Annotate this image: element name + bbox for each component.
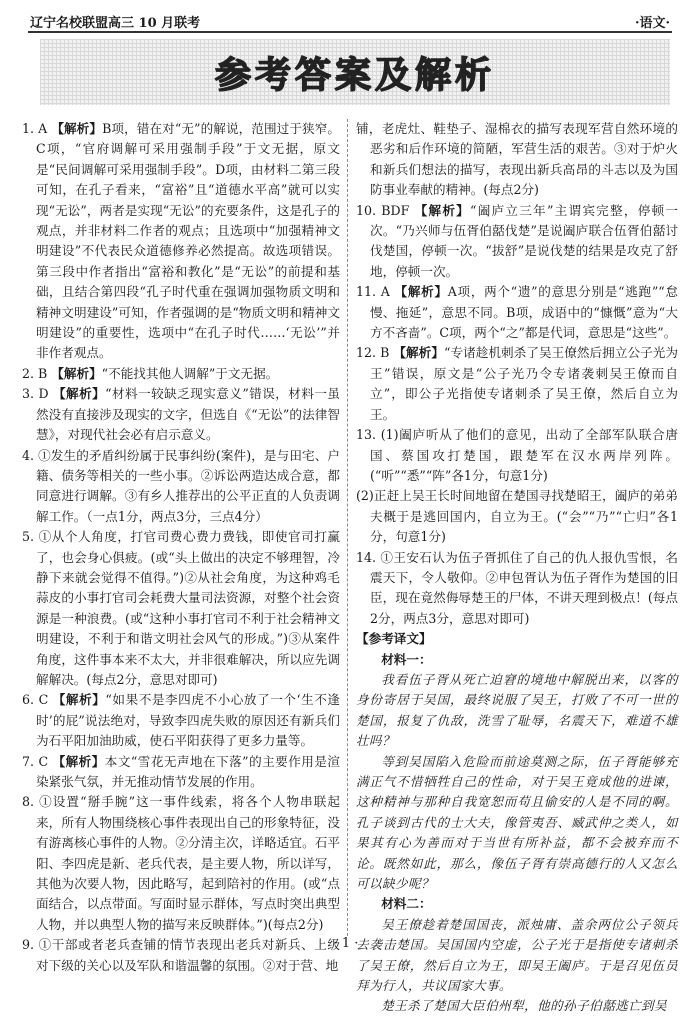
answer-number: 7. C: [22, 753, 53, 769]
answer-text: “不能找其他人调解”于文无据。: [101, 365, 279, 381]
analysis-tag: 【解析】: [394, 284, 448, 300]
answer-text: A项，两个“遗”的意思分别是“逃跑”“怠慢、拖延”，意思不同。B项，成语中的“慷慨”意为“大方不吝啬”。C项，两个“之”都是代词，意思是“这些”。: [370, 284, 678, 341]
answer-item: [22, 792, 340, 935]
translation-paragraph: 吴王僚趁着楚国国丧，派烛庸、盖余两位公子领兵去袭击楚国。吴国国内空虚，公子光于是指使专诸刺杀了吴王僚，然后自立为王，即吴王阖庐。于是召见伍员拜为行人，共议国家大事。: [356, 916, 678, 994]
material-one-label: 材料一：: [381, 651, 432, 667]
answer-item: [22, 527, 340, 690]
answer-item: [22, 364, 340, 384]
exam-header: 辽宁名校联盟高三 10 月联考: [30, 16, 201, 31]
analysis-tag: 【解析】: [414, 202, 471, 218]
answer-item: [356, 425, 678, 486]
answer-number: 9.: [22, 937, 39, 953]
answer-text: “专诸趁机刺杀了吴王僚然后拥立公子光为王”错误，原文是“公子光乃令专诸袭刺吴王僚而自立”，即公子光指使专诸刺杀了吴王僚，然后自立为王。: [370, 345, 678, 422]
answer-number: 3. D: [22, 386, 53, 402]
translation-paragraph: 我看伍子胥从死亡迫窘的境地中解脱出来，以客的身份寄居于吴国，最终说服了吴王，打败了不可一世的楚国，报复了仇敌，洗雪了耻辱，名震天下，难道不雄壮吗？: [356, 671, 678, 749]
answer-number: 6. C: [22, 692, 53, 708]
subject-label: ·语文·: [634, 16, 670, 31]
material-two-label: 材料二：: [381, 896, 432, 912]
answer-text: (2)正赶上吴王长时间地留在楚国寻找楚昭王，阖庐的弟弟夫概于是逃回国内，自立为王。(“会”“乃”“亡归”各1分，句意1分): [356, 488, 678, 545]
answer-text: ①干部或者老兵查铺的情节表现出老兵对新兵、上级对下级的关心以及军队和谐温馨的氛围。②对于营、地: [36, 937, 340, 973]
analysis-tag: 【解析】: [52, 692, 106, 708]
answer-text: 本文“雪花无声地在下落”的主要作用是渲染紧张气氛，并无推动情节发展的作用。: [36, 753, 340, 789]
answer-number: 2. B: [22, 365, 52, 381]
analysis-tag: 【解析】: [51, 365, 102, 381]
answer-number: 14.: [356, 549, 381, 565]
page-number: · 1 ·: [333, 936, 359, 951]
answer-text: ①发生的矛盾纠纷属于民事纠纷(案件)，是与田宅、户籍、债务等相关的一些小事。②诉讼两造达成合意，都同意进行调解。③有乡人推荐出的公平正直的人负责调解工作。（一点1分，两点3分，三点4分）: [36, 447, 340, 524]
answer-item: [22, 690, 340, 751]
answer-number: 12. B: [356, 345, 394, 361]
translation-paragraph: 等到吴国陷入危险而前途莫测之际，伍子胥能够充满正气不惜牺牲自己的性命，对于吴王竟成他的进谏，这种精神与那种自我宽恕而苟且偷安的人是不同的啊。孔子谈到古代的士大夫，像管夷吾、臧武仲之类人，如果其有心为善而对于当世有所补益，都不会被弃而不论。既然如此，那么，像伍子胥有崇高德行的人又怎么可以缺少呢？: [356, 753, 678, 892]
answer-item: [356, 201, 678, 283]
analysis-tag: 【解析】: [393, 345, 444, 361]
answer-item: [356, 486, 678, 547]
answer-item: [356, 343, 678, 425]
answer-item: [356, 548, 678, 630]
translation-heading: 【参考译文】: [356, 631, 432, 647]
answer-text: ①从个人角度，打官司费心费力费钱，即使官司打赢了，也会身心俱疲。(或“头上做出的决定不够理智，冷静下来就会觉得不值得。”)②从社会角度，为这种鸡毛蒜皮的小事打官司会耗费大量司法资源，对整个社会资源是一种浪费。(或“这种小事打官司不利于社会精神文明建设，不利于和谐文明社会风气的形成。”)③从案件角度，这件事本来不太大，并非很难解决，所以应先调解解决。(每点2分，意思对即可): [36, 529, 340, 687]
left-column: [22, 119, 340, 976]
answer-number: 4.: [22, 447, 39, 463]
title-banner: [40, 39, 670, 105]
right-column: [356, 119, 678, 1017]
answer-text: ①王安石认为伍子胥抓住了自己的仇人报仇雪恨，名震天下，令人敬仰。②申包胥认为伍子胥作为楚国的旧臣，现在竟然侮辱楚王的尸体，不讲天理到极点！(每点2分，两点3分，意思对即可): [370, 549, 678, 626]
page-title: 参考答案及解析: [214, 54, 495, 96]
answer-number: 1. A: [22, 121, 52, 136]
answer-item: [22, 119, 340, 364]
answer-item: [356, 119, 678, 201]
analysis-tag: 【解析】: [53, 386, 106, 402]
analysis-tag: 【解析】: [52, 753, 105, 769]
translation-paragraph: 楚王杀了楚国大臣伯州犁，他的孙子伯嚭逃亡到吴: [381, 998, 668, 1014]
answer-item: [22, 446, 340, 528]
header-rule: [28, 31, 672, 33]
analysis-tag: 【解析】: [51, 121, 103, 136]
answer-text: ①设置“掰手腕”这一事件线索，将各个人物串联起来，所有人物围绕核心事件表现出自己的形象特征，没有游离核心事件的人物。②分清主次，详略适宜。石平阳、李四虎是新、老兵代表，是主要人物，所以详写，其他为次要人物，因此略写，起到陪衬的作用。(或“点面结合，以点带面。写面时显示群体，写点时突出典型人物，并以典型人物的描写来反映群体。”)(每点2分): [36, 794, 340, 932]
answer-text: “材料一较缺乏现实意义”错误，材料一虽然没有直接涉及现实的文字，但选自《“无讼”的法律智慧》，对现代社会必有启示意义。: [36, 386, 340, 443]
answer-number: 13.: [356, 427, 381, 443]
answer-number: 5.: [22, 529, 39, 545]
answer-item: [22, 752, 340, 793]
answer-item: [356, 282, 678, 343]
answer-text: B项，错在对“无”的解说，范围过于狭窄。C项，“官府调解可采用强制手段”于文无据，原文是“民间调解可采用强制手段”。D项，由材料二第三段可知，在孔子看来，“富裕”且“道德水平高”就可以实现“无讼”，两者是实现“无讼”的充要条件，这是孔子的观点，并非材料二作者的观点；且选项中“加强精神文明建设”不代表民众道德修养必然提高。故选项错误。第三段中作者指出“富裕和教化”是“无讼”的前提和基础，且结合第四段“孔子时代重在强调加强物质文明和精神文明建设”可知，作者强调的是“物质文明和精神文明建设”的重要性，选项中“在孔子时代……‘无讼’”并非作者观点。: [36, 121, 341, 361]
answer-text: 铺，老虎灶、鞋垫子、湿棉衣的描写表现军营自然环境的恶劣和后作环境的简陋，军营生活的艰苦。③对于炉火和新兵们想法的描写，表现出新兵高昂的斗志以及为国防事业奉献的精神。(每点2分): [356, 121, 678, 198]
answer-number: 11. A: [356, 284, 395, 300]
answer-text: “如果不是李四虎不小心放了一个‘生不逢时’的屁”说法绝对，导致李四虎失败的原因还有新兵们为石平阳加油助威，使石平阳获得了更多力量等。: [36, 692, 340, 749]
answer-number: 10. BDF: [356, 202, 415, 218]
answer-text: “阖庐立三年”主谓宾完整，停顿一次。“乃兴师与伍胥伯嚭伐楚”是说阖庐联合伍胥伯嚭讨伐楚国，停顿一次。“拔舒”是说伐楚的结果是攻克了舒地，停顿一次。: [370, 202, 679, 279]
answer-item: [22, 384, 340, 445]
answer-number: 8.: [22, 794, 40, 810]
answer-text: (1)阖庐听从了他们的意见，出动了全部军队联合唐国、蔡国攻打楚国，跟楚军在汉水两岸列阵。(“听”“悉”“阵”各1分，句意1分): [370, 427, 678, 483]
column-divider: [347, 119, 348, 936]
